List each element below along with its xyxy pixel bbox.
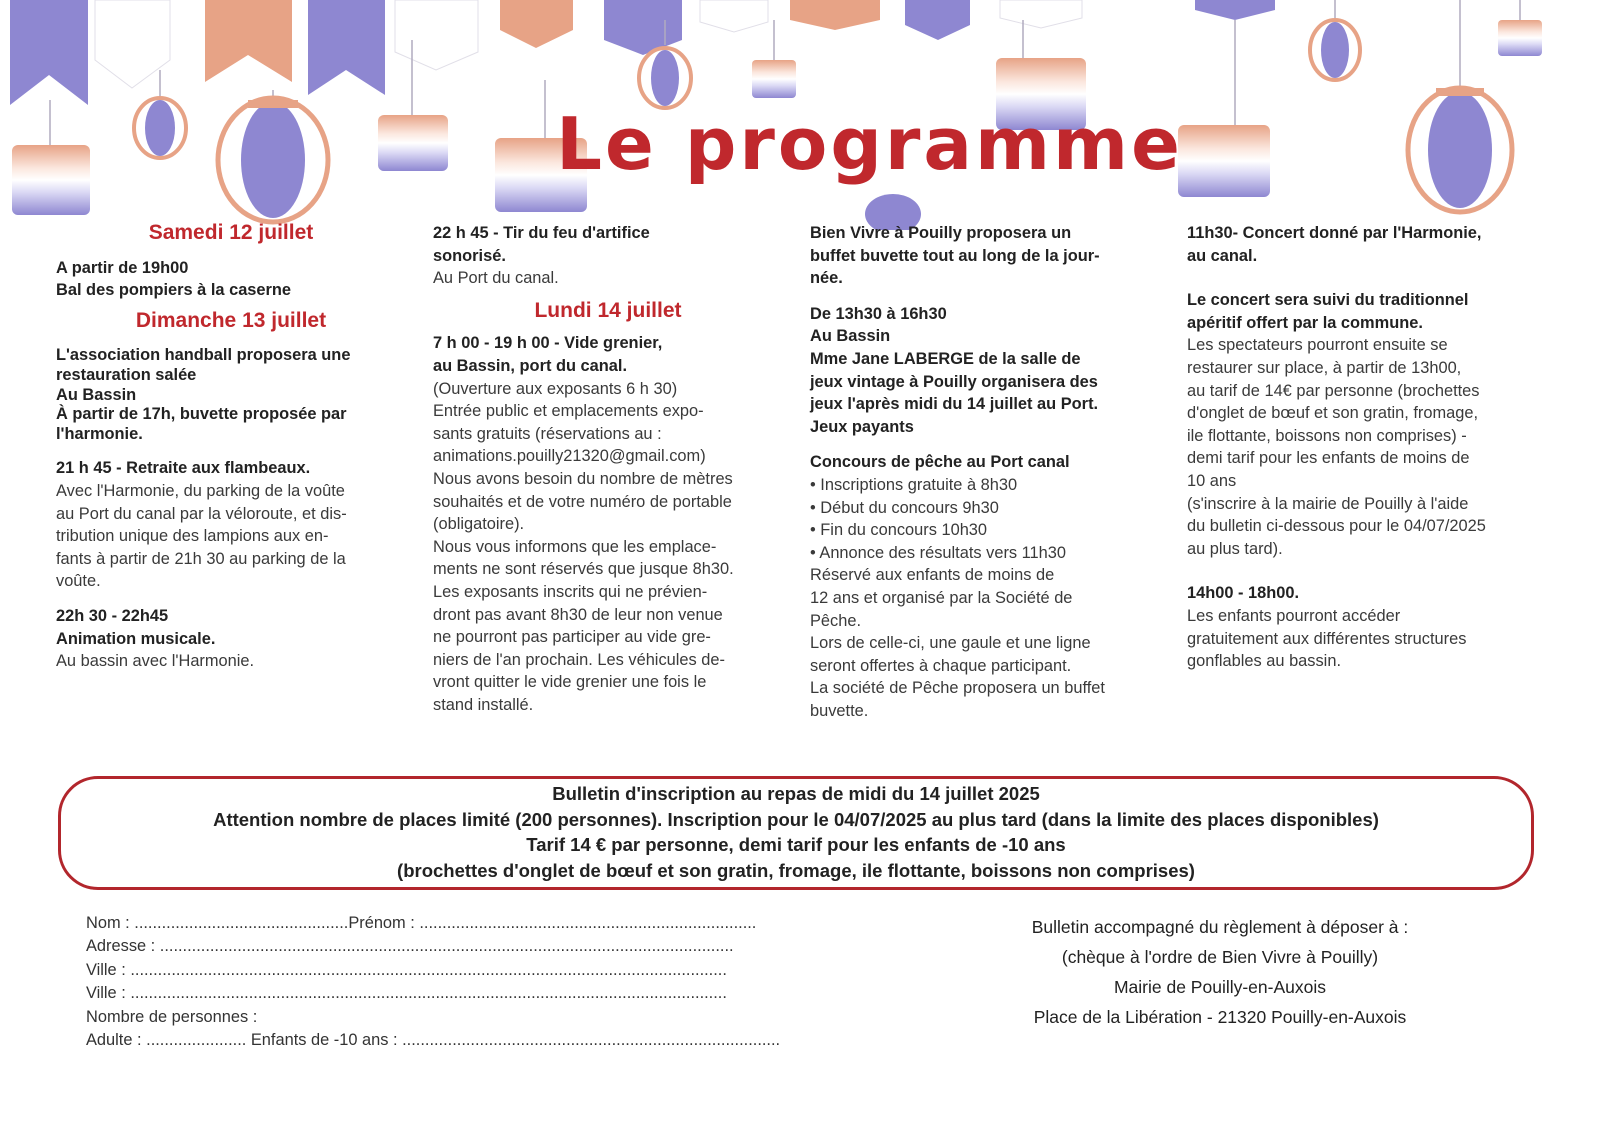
event-heading: sonorisé. (433, 246, 506, 265)
event-text: ments ne sont réservés que jusque 8h30. (433, 560, 734, 579)
event-text: Au Bassin (810, 327, 891, 346)
delivery-line: Place de la Libération - 21320 Pouilly-en-Auxois (1033, 1007, 1407, 1027)
event-text: au tarif de 14€ par personne (brochettes (1187, 381, 1480, 400)
event-text: L'association handball proposera une (56, 346, 351, 365)
event-text: Bien Vivre à Pouilly proposera un (810, 224, 1072, 242)
event-text: née. (810, 269, 843, 288)
event-text: gratuitement aux différentes structures (1187, 629, 1467, 648)
delivery-line: Mairie de Pouilly-en-Auxois (1113, 977, 1327, 997)
event-text: 12 ans et organisé par la Société de (810, 588, 1073, 607)
event-text: Pêche. (810, 611, 862, 630)
event-text: • Inscriptions gratuite à 8h30 (810, 475, 1018, 494)
event-time: A partir de 19h00 (56, 258, 189, 277)
event-text: demi tarif pour les enfants de moins de (1187, 449, 1470, 468)
event-text: Au Bassin (56, 385, 137, 404)
people-count-field[interactable]: Nombre de personnes : (86, 1007, 258, 1026)
event-text: jeux vintage à Pouilly organisera des (810, 372, 1098, 391)
event-text: du bulletin ci-dessous pour le 04/07/2025 (1187, 517, 1486, 536)
event-text: Les enfants pourront accéder (1187, 606, 1401, 625)
event-text: Bal des pompiers à la caserne (56, 281, 292, 300)
name-field[interactable]: Nom : ............................................... (86, 914, 349, 932)
day-heading-monday: Lundi 14 juillet (534, 298, 682, 322)
event-text: voûte. (56, 572, 101, 591)
registration-price: Tarif 14 € par personne, demi tarif pour les enfants de -10 ans (526, 834, 1066, 855)
event-text: apéritif offert par la commune. (1187, 313, 1423, 332)
event-text: • Début du concours 9h30 (810, 498, 999, 517)
event-text-block (433, 378, 793, 717)
city-field[interactable]: Ville : ................................................................................................................................... (86, 960, 727, 979)
event-text: (obligatoire). (433, 515, 525, 534)
event-text: Réservé aux enfants de moins de (810, 566, 1055, 585)
registration-menu: (brochettes d'onglet de bœuf et son gratin, fromage, ile flottante, boissons non comprises) (397, 859, 1195, 881)
column-sunday-monday (433, 222, 793, 716)
event-text: Lors de celle-ci, une gaule et une ligne (810, 634, 1091, 653)
registration-form (86, 912, 780, 1052)
event-heading: 11h30- Concert donné par l'Harmonie, (1187, 224, 1482, 242)
event-text: • Fin du concours 10h30 (810, 521, 988, 540)
event-text: tribution unique des lampions aux en- (56, 527, 329, 546)
page-title: Le programme (556, 102, 1183, 186)
event-text: seront offertes à chaque participant. (810, 656, 1072, 675)
event-text: ne pourront pas participer au vide gre- (433, 628, 711, 647)
event-text: animations.pouilly21320@gmail.com) (433, 447, 706, 466)
event-text: dront pas avant 8h30 de leur non venue (433, 605, 723, 624)
event-text: Le concert sera suivi du traditionnel (1187, 291, 1469, 310)
event-text: Entrée public et emplacements expo- (433, 402, 704, 421)
event-text: ile flottante, boissons non comprises) - (1187, 426, 1467, 445)
event-text: Les spectateurs pourront ensuite se (1187, 336, 1448, 355)
registration-note: Attention nombre de places limité (200 personnes). Inscription pour le 04/07/2025 au plus tard (dans la limite des places disponibles) (213, 808, 1379, 830)
column-monday-activities (810, 222, 1162, 722)
event-text: stand installé. (433, 695, 534, 714)
event-heading: 7 h 00 - 19 h 00 - Vide grenier, (433, 334, 663, 353)
address-field[interactable]: Adresse : .............................................................................................................................. (86, 937, 734, 956)
event-text: Jeux payants (810, 417, 914, 436)
event-text: Nous vous informons que les emplace- (433, 537, 717, 556)
event-text: jeux l'après midi du 14 juillet au Port. (810, 395, 1099, 414)
firstname-field[interactable]: Prénom : .......................................................................... (348, 914, 757, 932)
event-heading: au canal. (1187, 246, 1258, 265)
event-text: sants gratuits (réservations au : (433, 424, 662, 443)
adult-children-field[interactable]: Adulte : ...................... Enfants de -10 ans : ................................................................................... (86, 1031, 781, 1050)
event-text: fants à partir de 21h 30 au parking de la (56, 549, 346, 568)
column-monday-concert (1187, 222, 1552, 673)
event-heading: Concours de pêche au Port canal (810, 453, 1070, 472)
delivery-line: (chèque à l'ordre de Bien Vivre à Pouilly) (1061, 947, 1379, 967)
event-text: (s'inscrire à la mairie de Pouilly à l'aide (1187, 494, 1469, 513)
event-heading: 21 h 45 - Retraite aux flambeaux. (56, 459, 311, 478)
event-text: 10 ans (1187, 471, 1237, 490)
registration-notice-box (58, 776, 1534, 890)
event-heading: Animation musicale. (56, 629, 216, 648)
event-text-block (810, 474, 1162, 723)
event-text: Au bassin avec l'Harmonie. (56, 652, 255, 671)
delivery-line: Bulletin accompagné du règlement à déposer à : (1031, 917, 1409, 937)
event-text: gonflables au bassin. (1187, 652, 1341, 671)
event-time: 22h 30 - 22h45 (56, 606, 169, 625)
event-text-block (1187, 334, 1552, 560)
event-text: buvette. (810, 701, 869, 720)
event-text: Mme Jane LABERGE de la salle de (810, 349, 1081, 368)
event-text: au Port du canal par la véloroute, et dis- (56, 504, 347, 523)
event-heading: 22 h 45 - Tir du feu d'artifice (433, 224, 650, 242)
column-saturday-sunday (56, 222, 406, 673)
event-text: niers de l'an prochain. Les véhicules de- (433, 650, 725, 669)
event-text: À partir de 17h, buvette proposée par (56, 405, 347, 424)
event-text: restaurer sur place, à partir de 13h00, (1187, 358, 1462, 377)
registration-title: Bulletin d'inscription au repas de midi du 14 juillet 2025 (552, 783, 1040, 804)
event-text: au plus tard). (1187, 539, 1283, 558)
event-text: La société de Pêche proposera un buffet (810, 679, 1105, 698)
event-text: restauration salée (56, 365, 197, 384)
event-text: vront quitter le vide grenier une fois le (433, 673, 707, 692)
event-text: Les exposants inscrits qui ne prévien- (433, 582, 708, 601)
event-time: De 13h30 à 16h30 (810, 304, 947, 323)
event-text: buffet buvette tout au long de la jour- (810, 246, 1100, 265)
event-text: Nous avons besoin du nombre de mètres (433, 469, 733, 488)
event-heading: au Bassin, port du canal. (433, 356, 627, 375)
delivery-address (985, 912, 1455, 1032)
event-text: d'onglet de bœuf et son gratin, fromage, (1187, 404, 1479, 423)
day-heading-saturday: Samedi 12 juillet (148, 221, 314, 244)
event-text: l'harmonie. (56, 424, 143, 443)
event-text: (Ouverture aux exposants 6 h 30) (433, 379, 678, 398)
city-field[interactable]: Ville : ................................................................................................................................... (86, 984, 727, 1003)
event-text: souhaités et de votre numéro de portable (433, 492, 732, 511)
event-text: Avec l'Harmonie, du parking de la voûte (56, 481, 345, 500)
day-heading-sunday: Dimanche 13 juillet (135, 308, 327, 332)
event-text: Au Port du canal. (433, 269, 559, 288)
event-time: 14h00 - 18h00. (1187, 584, 1300, 603)
event-text: • Annonce des résultats vers 11h30 (810, 543, 1067, 562)
